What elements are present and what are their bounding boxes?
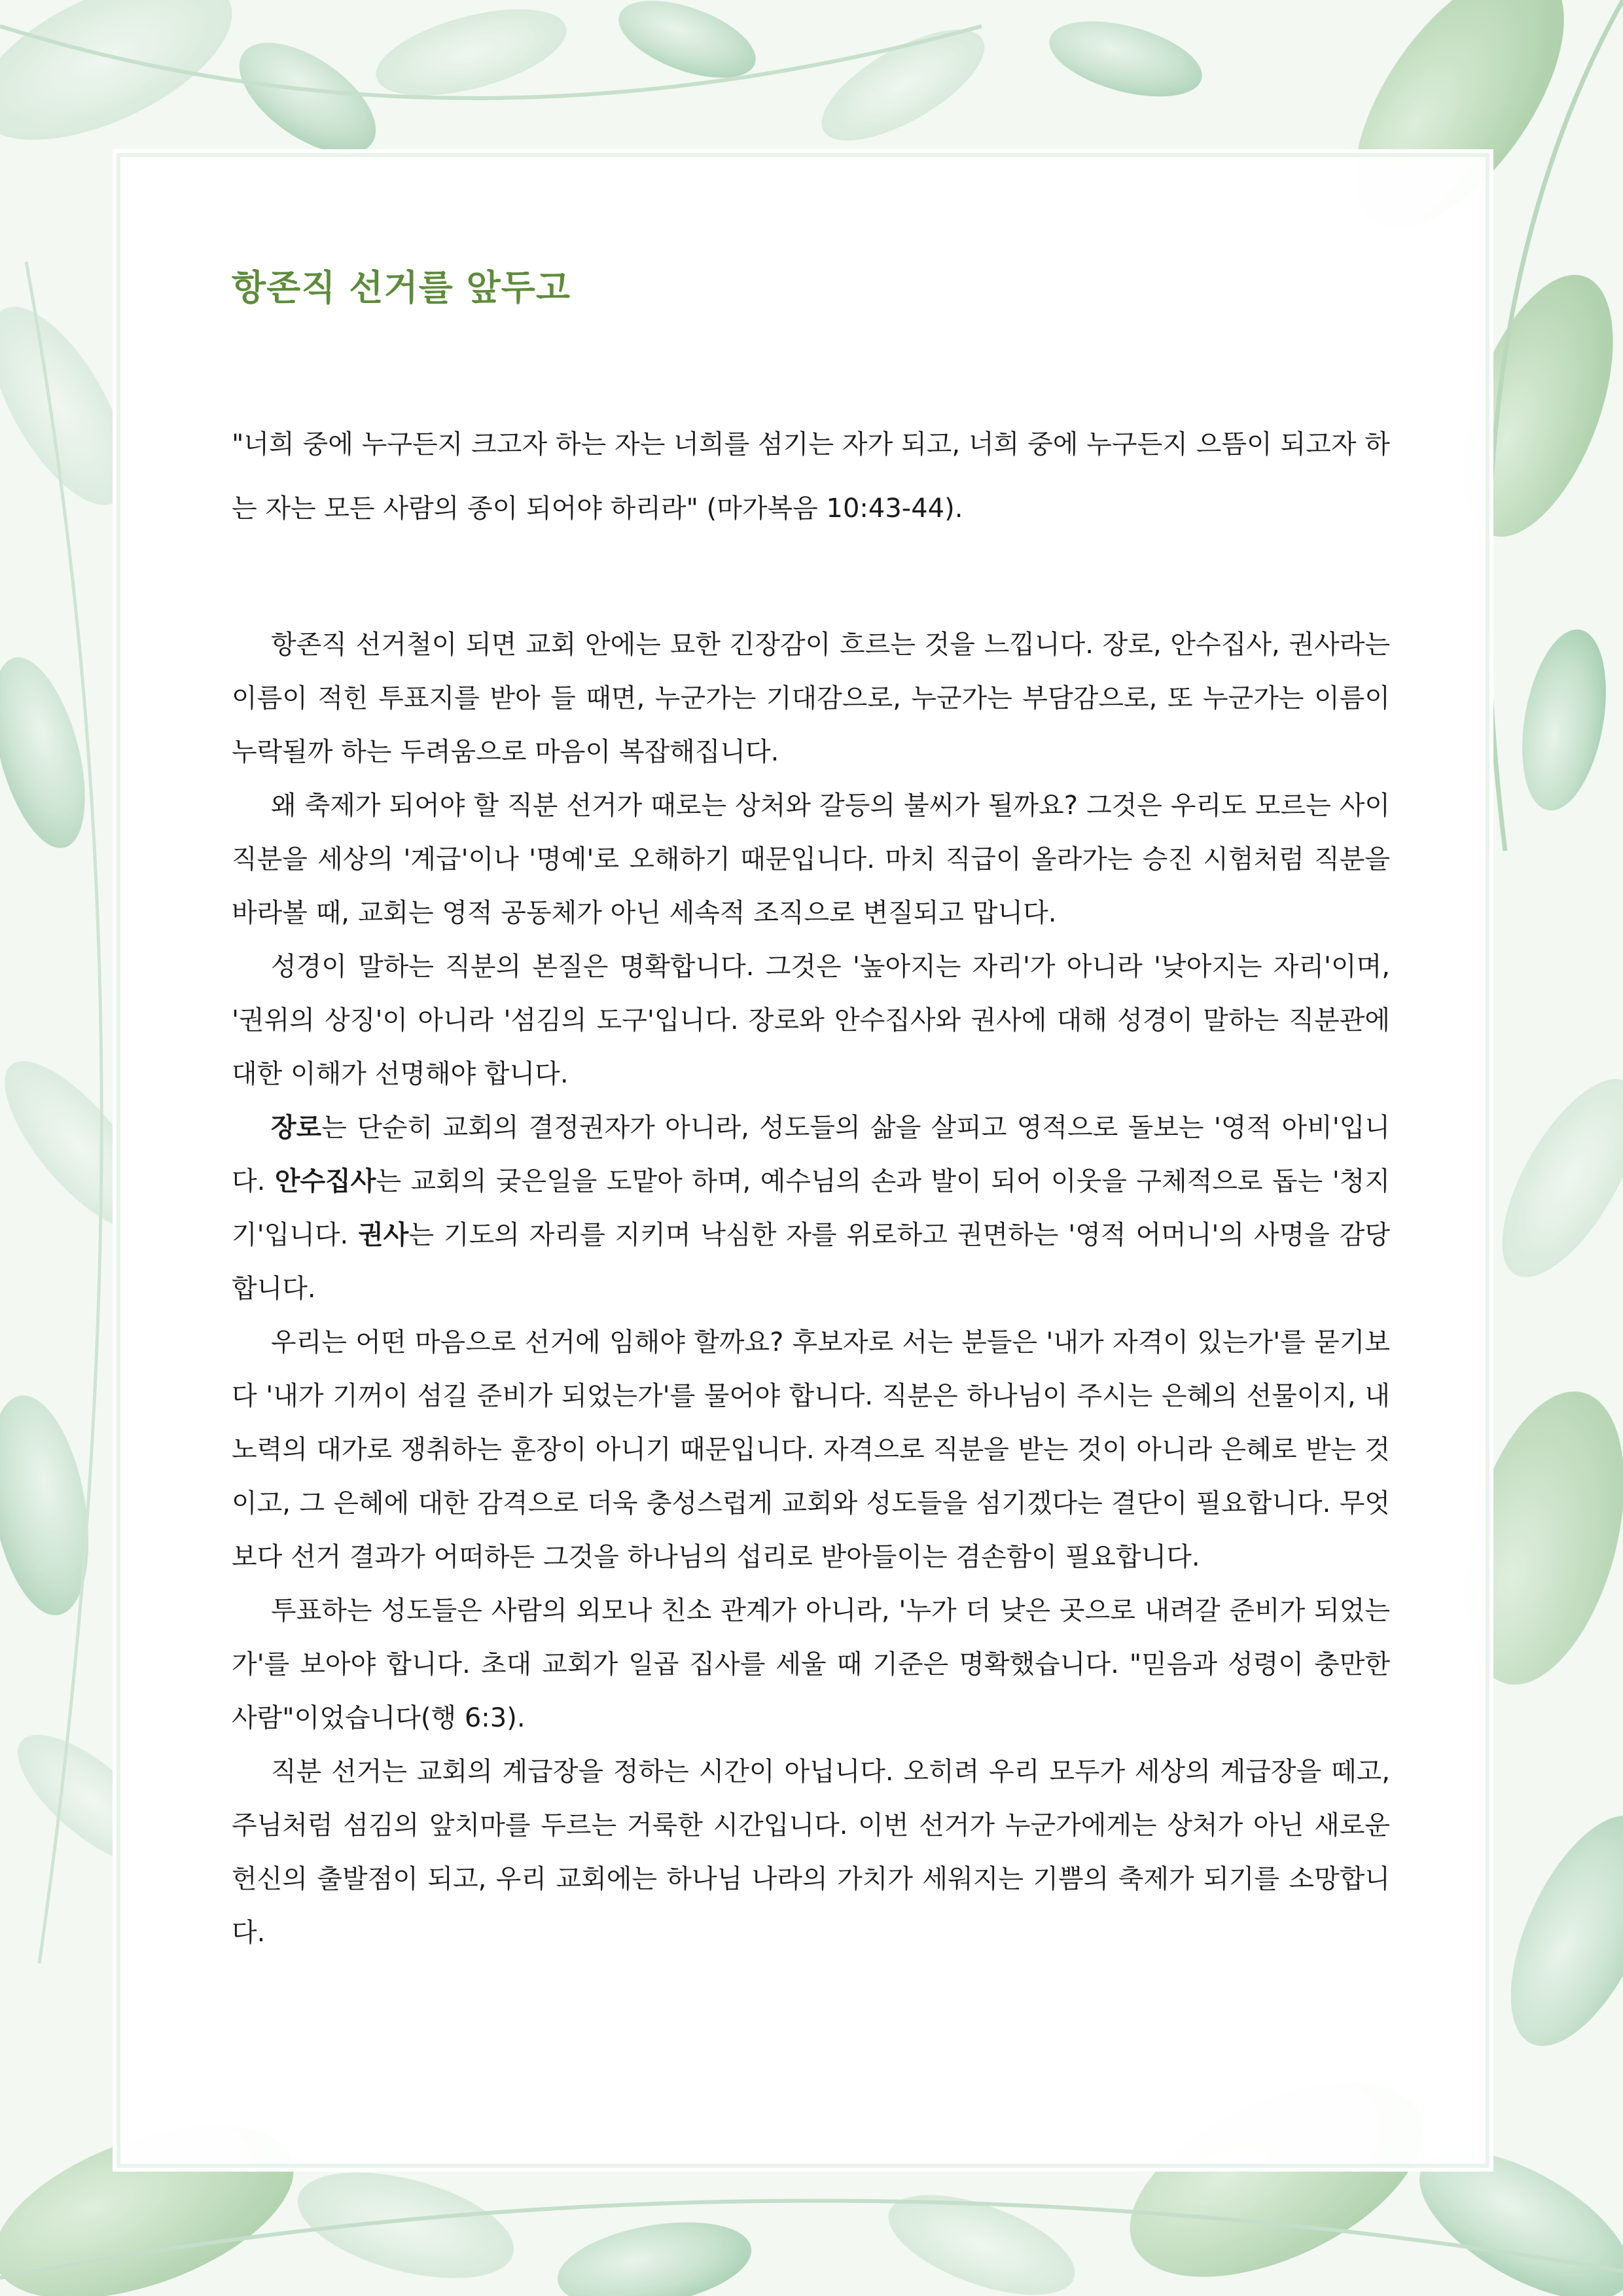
paragraph-2: 왜 축제가 되어야 할 직분 선거가 때로는 상처와 갈등의 불씨가 될까요? 그것은 우리도 모르는 사이 직분을 세상의 '계급'이나 '명예'로 오해하기 때문입니다. 마치 직급이 올라가는 승진 시험처럼 직분을 바라볼 때, 교회는 영적 공동체가 아닌 세속적 조직으로 변질되고 맙니다. [232,791,1390,928]
scripture-quote: "너희 중에 누구든지 크고자 하는 자는 너희를 섬기는 자가 되고, 너희 중에 누구든지 으뜸이 되고자 하는 자는 모든 사람의 종이 되어야 하리라" (마가복음 10:43-44). [232,429,1390,524]
deacon-description: 는 교회의 궂은일을 도맡아 하며, 예수님의 손과 발이 되어 이웃을 구체적으로 돕는 '청지기'입니다. [232,1166,1390,1250]
paragraph-4-offices [232,1101,1390,1316]
paragraph-7: 직분 선거는 교회의 계급장을 정하는 시간이 아닙니다. 오히려 우리 모두가 세상의 계급장을 떼고, 주님처럼 섬김의 앞치마를 두르는 거룩한 시간입니다. 이번 선거가 누군가에게는 상처가 아닌 새로운 헌신의 출발점이 되고, 우리 교회에는 하나님 나라의 가치가 세워지는 기쁨의 축제가 되기를 소망합니다. [232,1757,1390,1948]
term-elder: 장로 [271,1113,322,1143]
paragraph-6: 투표하는 성도들은 사람의 외모나 친소 관계가 아니라, '누가 더 낮은 곳으로 내려갈 준비가 되었는가'를 보아야 합니다. 초대 교회가 일곱 집사를 세울 때 기준은 명확했습니다. "믿음과 성령이 충만한 사람"이었습니다(행 6:3). [232,1596,1390,1733]
paragraph-1: 항존직 선거철이 되면 교회 안에는 묘한 긴장감이 흐르는 것을 느낍니다. 장로, 안수집사, 권사라는 이름이 적힌 투표지를 받아 들 때면, 누군가는 기대감으로, 누군가는 부담감으로, 또 누군가는 이름이 누락될까 하는 두려움으로 마음이 복잡해집니다. [232,630,1390,767]
article [232,259,1390,1960]
term-ordained-deacon: 안수집사 [274,1166,376,1196]
term-kwonsa: 권사 [358,1220,409,1250]
kwonsa-description: 는 기도의 자리를 지키며 낙심한 자를 위로하고 권면하는 '영적 어머니'의 사명을 감당합니다. [232,1220,1390,1304]
paragraph-3: 성경이 말하는 직분의 본질은 명확합니다. 그것은 '높아지는 자리'가 아니라 '낮아지는 자리'이며, '권위의 상징'이 아니라 '섬김의 도구'입니다. 장로와 안수집사와 권사에 대해 성경이 말하는 직분관에 대한 이해가 선명해야 합니다. [232,952,1390,1089]
article-title: 항존직 선거를 앞두고 [232,267,571,308]
article-body [232,618,1390,1960]
paragraph-5: 우리는 어떤 마음으로 선거에 임해야 할까요? 후보자로 서는 분들은 '내가 자격이 있는가'를 묻기보다 '내가 기꺼이 섬길 준비가 되었는가'를 물어야 합니다. 직분은 하나님이 주시는 은혜의 선물이지, 내 노력의 대가로 쟁취하는 훈장이 아니기 때문입니다. 자격으로 직분을 받는 것이 아니라 은혜로 받는 것이고, 그 은혜에 대한 감격으로 더욱 충성스럽게 교회와 성도들을 섬기겠다는 결단이 필요합니다. 무엇보다 선거 결과가 어떠하든 그것을 하나님의 섭리로 받아들이는 겸손함이 필요합니다. [232,1327,1390,1572]
elder-description: 는 단순히 교회의 결정권자가 아니라, 성도들의 삶을 살피고 영적으로 돌보는 '영적 아비'입니다. [232,1113,1390,1196]
